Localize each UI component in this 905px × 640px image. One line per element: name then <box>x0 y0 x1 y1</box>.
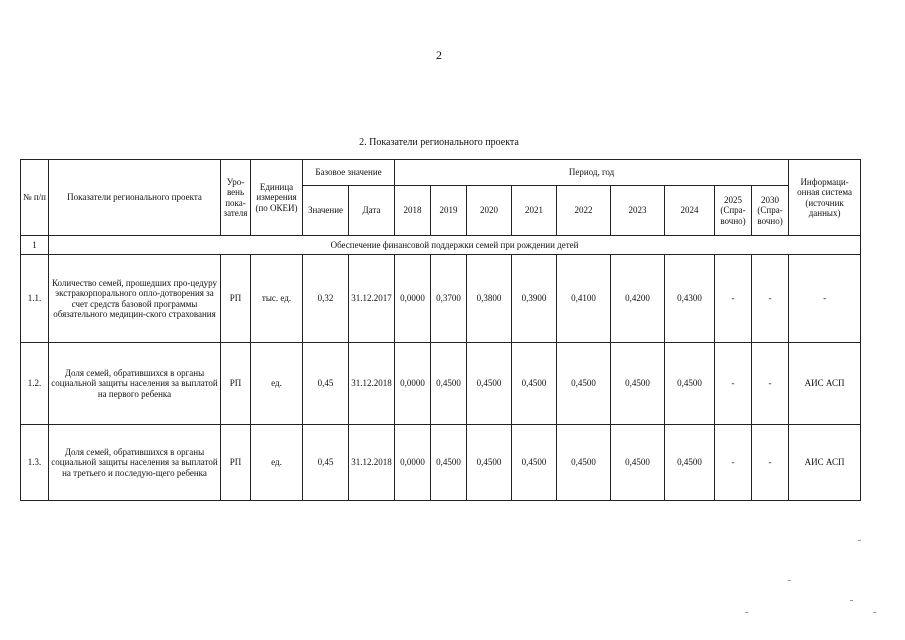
table-row <box>21 343 861 425</box>
header-base-value: Значение <box>303 186 349 236</box>
row-info-source: АИС АСП <box>789 343 861 425</box>
row-info-source: - <box>789 255 861 343</box>
scan-speck <box>858 540 861 541</box>
row-base-value: 0,45 <box>303 343 349 425</box>
header-year: 2025 (Спра-вочно) <box>715 186 752 236</box>
row-base-date: 31.12.2018 <box>349 343 395 425</box>
scan-speck <box>745 612 748 613</box>
row-value: - <box>752 255 789 343</box>
row-value: 0,3900 <box>512 255 557 343</box>
row-base-date: 31.12.2018 <box>349 425 395 501</box>
row-value: 0,4500 <box>557 343 611 425</box>
header-base-date: Дата <box>349 186 395 236</box>
row-value: - <box>715 255 752 343</box>
table-row <box>21 425 861 501</box>
header-base: Базовое значение <box>303 160 395 186</box>
header-indicator: Показатели регионального проекта <box>49 160 221 236</box>
section-num: 1 <box>21 236 49 255</box>
row-value: - <box>752 343 789 425</box>
scan-speck <box>850 600 853 601</box>
row-indicator-name: Доля семей, обратившихся в органы социальной защиты населения за выплатой на третьего и последую-щего ребенка <box>49 425 221 501</box>
row-value: - <box>715 343 752 425</box>
header-level: Уро-вень пока-зателя <box>221 160 251 236</box>
row-num: 1.2. <box>21 343 49 425</box>
table-row <box>21 255 861 343</box>
row-value: 0,4500 <box>431 425 467 501</box>
row-info-source: АИС АСП <box>789 425 861 501</box>
row-base-value: 0,32 <box>303 255 349 343</box>
row-value: - <box>715 425 752 501</box>
table-title: 2. Показатели регионального проекта <box>359 137 519 148</box>
header-year: 2018 <box>395 186 431 236</box>
header-info: Информаци-онная система (источник данных) <box>789 160 861 236</box>
scan-speck <box>788 580 791 581</box>
scan-speck <box>873 612 876 613</box>
row-value: 0,3700 <box>431 255 467 343</box>
row-value: 0,4500 <box>512 425 557 501</box>
row-base-date: 31.12.2017 <box>349 255 395 343</box>
row-unit: ед. <box>251 425 303 501</box>
header-year: 2024 <box>665 186 715 236</box>
page-number: 2 <box>436 48 442 62</box>
header-period: Период, год <box>395 160 789 186</box>
header-unit: Единица измерения (по ОКЕИ) <box>251 160 303 236</box>
row-indicator-name: Доля семей, обратившихся в органы социальной защиты населения за выплатой на первого ребенка <box>49 343 221 425</box>
row-value: 0,4500 <box>611 343 665 425</box>
row-value: 0,4500 <box>611 425 665 501</box>
header-year: 2020 <box>467 186 512 236</box>
row-value: - <box>752 425 789 501</box>
header-year: 2022 <box>557 186 611 236</box>
section-title: Обеспечение финансовой поддержки семей при рождении детей <box>49 236 861 255</box>
header-year: 2021 <box>512 186 557 236</box>
row-value: 0,4300 <box>665 255 715 343</box>
header-num: № п/п <box>21 160 49 236</box>
header-year: 2030 (Спра-вочно) <box>752 186 789 236</box>
row-value: 0,4500 <box>665 343 715 425</box>
row-unit: тыс. ед. <box>251 255 303 343</box>
row-num: 1.1. <box>21 255 49 343</box>
row-value: 0,4200 <box>611 255 665 343</box>
row-value: 0,4500 <box>557 425 611 501</box>
row-value: 0,4500 <box>665 425 715 501</box>
row-value: 0,0000 <box>395 425 431 501</box>
row-value: 0,4100 <box>557 255 611 343</box>
row-level: РП <box>221 255 251 343</box>
row-num: 1.3. <box>21 425 49 501</box>
row-value: 0,4500 <box>512 343 557 425</box>
row-level: РП <box>221 425 251 501</box>
row-value: 0,3800 <box>467 255 512 343</box>
section-row <box>21 236 861 255</box>
row-value: 0,4500 <box>467 343 512 425</box>
header-year: 2023 <box>611 186 665 236</box>
row-value: 0,0000 <box>395 255 431 343</box>
header-row-1 <box>21 160 861 186</box>
row-base-value: 0,45 <box>303 425 349 501</box>
row-value: 0,0000 <box>395 343 431 425</box>
row-value: 0,4500 <box>431 343 467 425</box>
row-unit: ед. <box>251 343 303 425</box>
row-indicator-name: Количество семей, прошедших про-цедуру экстракорпорального опло-дотворения за счет средств базовой программы обязательного медицин-ского страхования <box>49 255 221 343</box>
header-year: 2019 <box>431 186 467 236</box>
row-value: 0,4500 <box>467 425 512 501</box>
indicators-table <box>20 159 861 501</box>
row-level: РП <box>221 343 251 425</box>
